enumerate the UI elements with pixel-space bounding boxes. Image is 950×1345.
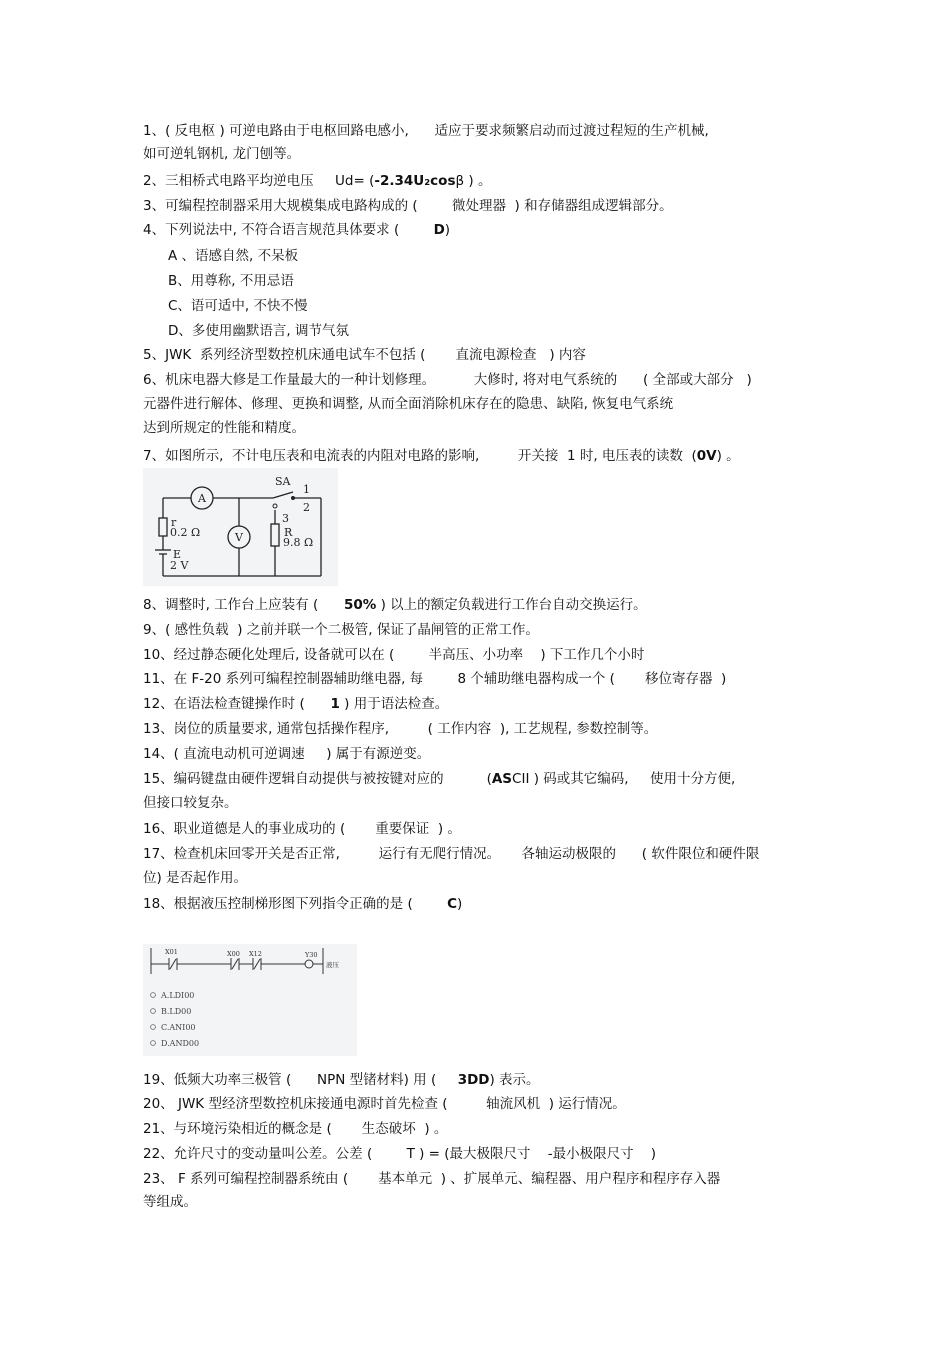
question-16: 16、职业道德是人的事业成功的 ( 重要保证 ) 。 xyxy=(143,821,461,837)
question-7-answer: 0V xyxy=(696,448,717,464)
question-1-line-1: 1、( 反电枢 ) 可逆电路由于电枢回路电感小, 适应于要求频繁启动而过渡过程短的生产机械, xyxy=(143,123,709,139)
switch-label: SA xyxy=(275,475,291,488)
question-4-option-a: A 、语感自然, 不呆板 xyxy=(168,248,299,264)
question-12-answer: 1 xyxy=(330,696,340,712)
coil-y30-label: Y30 xyxy=(305,951,318,959)
question-6-line-2: 元器件进行解体、修理、更换和调整, 从而全面消除机床存在的隐患、缺陷, 恢复电气系统 xyxy=(143,396,674,412)
question-2-text: 2、三相桥式电路平均逆电压 Ud= ( xyxy=(143,173,375,189)
question-4-tail: ) xyxy=(444,222,451,238)
question-12-tail: ) 用于语法检查。 xyxy=(339,696,449,712)
question-4-option-b: B、用尊称, 不用忌语 xyxy=(168,273,294,289)
question-12-text: 12、在语法检查键操作时 ( xyxy=(143,696,331,712)
emf-label: E xyxy=(173,548,182,561)
question-19 xyxy=(143,1070,540,1090)
question-4 xyxy=(143,220,450,240)
question-17-line-2: 位) 是否起作用。 xyxy=(143,870,248,886)
circuit-diagram xyxy=(143,468,338,586)
question-22: 22、允许尺寸的变动量叫公差。公差 ( T ) = (最大极限尺寸 -最小极限尺寸 ) xyxy=(143,1146,656,1162)
coil-note: 液压 xyxy=(326,961,339,969)
ladder-figure xyxy=(143,944,357,1056)
contact-x01-label: X01 xyxy=(165,948,178,956)
question-19-tail: ) 表示。 xyxy=(489,1072,540,1088)
voltmeter-label: V xyxy=(235,531,243,544)
question-8 xyxy=(143,595,647,615)
radio-d-icon[interactable] xyxy=(151,1041,156,1046)
question-4-answer: D xyxy=(433,222,445,238)
contact-x12-label: X12 xyxy=(249,950,262,958)
question-23-line-2: 等组成。 xyxy=(143,1194,197,1210)
question-8-text: 8、调整时, 工作台上应装有 ( xyxy=(143,597,344,613)
question-8-answer: 50% xyxy=(343,597,377,613)
question-4-text: 4、下列说法中, 不符合语言规范具体要求 ( xyxy=(143,222,434,238)
question-17-line-1: 17、检查机床回零开关是否正常, 运行有无爬行情况。 各轴运动极限的 ( 软件限位和硬件限 xyxy=(143,846,760,862)
question-7 xyxy=(143,446,740,466)
question-7-tail: ) 。 xyxy=(716,448,740,464)
circuit-figure xyxy=(143,468,338,586)
question-23-line-1: 23、 F 系列可编程控制器系统由 ( 基本单元 ) 、扩展单元、编程器、用户程序和程序存入器 xyxy=(143,1171,721,1187)
option-d-label: D.AND00 xyxy=(161,1039,200,1048)
radio-a-icon[interactable] xyxy=(151,993,156,998)
question-2 xyxy=(143,171,491,191)
question-9: 9、( 感性负载 ) 之前并联一个二极管, 保证了晶闸管的正常工作。 xyxy=(143,622,539,638)
question-2-answer: -2.34U₂cos xyxy=(374,173,456,189)
question-15-text: 15、编码键盘由硬件逻辑自动提供与被按键对应的 ( xyxy=(143,771,492,787)
question-2-tail: β ) 。 xyxy=(455,173,492,189)
question-18 xyxy=(143,894,462,914)
question-20: 20、 JWK 型经济型数控机床接通电源时首先检查 ( 轴流风机 ) 运行情况。 xyxy=(143,1096,626,1112)
question-15-answer: AS xyxy=(491,771,513,787)
ammeter-label: A xyxy=(198,492,206,505)
question-15-line-2: 但接口较复杂。 xyxy=(143,795,238,811)
question-11: 11、在 F-20 系列可编程控制器辅助继电器, 每 8 个辅助继电器构成一个 ( 移位寄存器 ) xyxy=(143,671,727,687)
emf-value: 2 V xyxy=(170,559,189,572)
question-14: 14、( 直流电动机可逆调速 ) 属于有源逆变。 xyxy=(143,746,431,762)
question-4-option-c: C、语可适中, 不快不慢 xyxy=(168,298,308,314)
question-18-tail: ) xyxy=(457,896,463,912)
question-5: 5、JWK 系列经济型数控机床通电试车不包括 ( 直流电源检查 ) 内容 xyxy=(143,347,586,363)
question-10: 10、经过静态硬化处理后, 设备就可以在 ( 半高压、小功率 ) 下工作几个小时 xyxy=(143,647,645,663)
switch-node-3: 3 xyxy=(282,512,289,525)
option-b-label: B.LD00 xyxy=(161,1007,192,1016)
question-18-answer: C xyxy=(447,896,457,912)
question-6-line-3: 达到所规定的性能和精度。 xyxy=(143,420,305,436)
internal-resistance-label: r xyxy=(171,516,177,529)
question-18-text: 18、根据液压控制梯形图下列指令正确的是 ( xyxy=(143,896,448,912)
option-a-label: A.LDI00 xyxy=(161,991,195,1000)
question-8-tail: ) 以上的额定负载进行工作台自动交换运行。 xyxy=(376,597,647,613)
option-c-label: C.ANI00 xyxy=(161,1023,196,1032)
question-19-answer: 3DD xyxy=(457,1072,490,1088)
switch-contact-3 xyxy=(273,504,277,508)
radio-b-icon[interactable] xyxy=(151,1009,156,1014)
load-resistance-label: R xyxy=(284,526,293,539)
question-3: 3、可编程控制器采用大规模集成电路构成的 ( 微处理器 ) 和存储器组成逻辑部分。 xyxy=(143,198,673,214)
question-13: 13、岗位的质量要求, 通常包括操作程序, ( 工作内容 ), 工艺规程, 参数控制等。 xyxy=(143,721,658,737)
ladder-diagram xyxy=(143,944,357,1056)
question-4-option-d: D、多使用幽默语言, 调节气氛 xyxy=(168,323,349,339)
load-resistance-value: 9.8 Ω xyxy=(283,536,314,549)
question-1-line-2: 如可逆轧钢机, 龙门刨等。 xyxy=(143,146,301,162)
question-15 xyxy=(143,769,735,789)
question-15-tail: CII ) 码或其它编码, 使用十分方便, xyxy=(512,771,736,787)
internal-resistance-value: 0.2 Ω xyxy=(170,526,201,539)
switch-node-1: 1 xyxy=(303,483,310,496)
question-21: 21、与环境污染相近的概念是 ( 生态破坏 ) 。 xyxy=(143,1121,448,1137)
switch-contact-1 xyxy=(291,496,295,500)
contact-x00-label: X00 xyxy=(227,950,240,958)
question-19-text: 19、低频大功率三极管 ( NPN 型锗材料) 用 ( xyxy=(143,1072,458,1088)
radio-c-icon[interactable] xyxy=(151,1025,156,1030)
question-12 xyxy=(143,694,448,714)
question-7-text: 7、如图所示, 不计电压表和电流表的内阻对电路的影响, 开关接 1 时, 电压表的读数 ( xyxy=(143,448,697,464)
switch-node-2: 2 xyxy=(303,501,310,514)
question-6-line-1: 6、机床电器大修是工作量最大的一种计划修理。 大修时, 将对电气系统的 ( 全部或大部分 ) xyxy=(143,372,752,388)
